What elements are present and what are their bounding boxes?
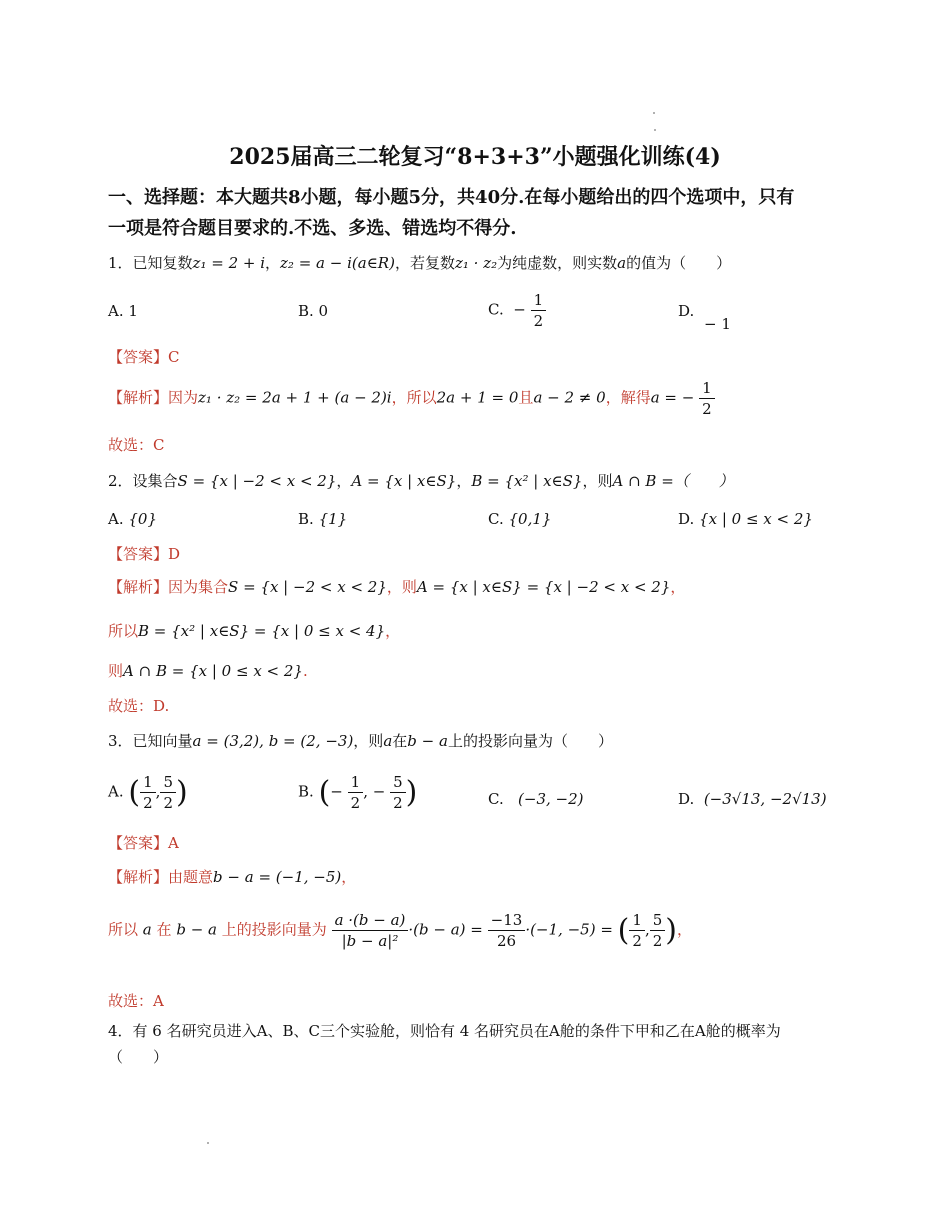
scan-dot [653,112,655,114]
q3-analysis-line1: 【解析】由题意b − a = (−1, −5)， [108,868,357,886]
q1-answer: 【答案】C [108,348,180,366]
q3-option-b: B. (− $\frac{1}{2}$ , − $\frac{5}{2}$ ) [298,773,418,812]
q2-option-a: A. {0} [108,510,158,528]
q2-answer: 【答案】D [108,545,181,563]
q3-conclusion: 故选：A [108,992,164,1010]
q2-option-d: D. {x | 0 ≤ x < 2} [678,510,813,528]
q3-option-a: A. ( $\frac{1}{2}$ , $\frac{5}{2}$ ) [108,773,188,812]
question-3-stem: 3．已知向量a = (3,2), b = (2, −3)，则a在b − a上的投影向量为（ ） [108,732,613,750]
q1-option-a: A. 1 [108,302,138,320]
scan-dot [207,1142,209,1144]
question-4-stem-line1: 4．有 6 名研究员进入A、B、C三个实验舱，则恰有 4 名研究员在A舱的条件下甲和乙在A舱的概率为 [108,1022,781,1040]
q2-conclusion: 故选：D. [108,697,170,715]
fraction: $\frac{1}{2}$ [531,290,547,331]
q2-option-b: B. {1} [298,510,348,528]
fraction: $\frac{1}{2}$ [699,378,715,419]
q2-analysis-line3: 则A ∩ B = {x | 0 ≤ x < 2}. [108,662,308,680]
q3-option-c: C. (−3, −2) [488,790,584,808]
q1-analysis: 【解析】因为z₁ · z₂ = 2a + 1 + (a − 2)i，所以2a + 1 = 0且a − 2 ≠ 0，解得a = − $\frac{1}{2}$ [108,378,715,419]
q1-option-d-value: − 1 [704,315,731,333]
section-heading-line1: 一、选择题：本大题共8小题，每小题5分，共40分.在每小题给出的四个选项中，只有 [108,187,795,208]
scan-dot [654,129,656,131]
q3-answer: 【答案】A [108,834,179,852]
q3-option-d: D. (−3√13, −2√13) [678,790,827,808]
projection-fraction: $\frac{a \cdot(b - a)}{\text{|b − a|²}}$ [332,910,409,951]
q1-option-d: D. [678,302,695,320]
q2-analysis-line1: 【解析】因为集合S = {x | −2 < x < 2}，则A = {x | x∈S} = {x | −2 < x < 2}， [108,578,686,596]
question-4-stem-line2: （ ） [108,1048,169,1066]
q1-conclusion: 故选：C [108,436,165,454]
page-title: 2025届高三二轮复习“8+3+3”小题强化训练(4) [229,144,721,170]
q3-analysis-line2: 所以 a 在 b − a 上的投影向量为 $\frac{a \cdot(b - a)}{\text{|b − a|²}}$ ·(b − a) = $\frac{-13}{26}$ ·(−1, −5) = ( $\frac{1}{2}$ , $\frac{5}{2}$ )， [108,911,692,950]
question-2-stem: 2．设集合S = {x | −2 < x < 2}，A = {x | x∈S}，B = {x² | x∈S}，则A ∩ B =（ ） [108,472,734,490]
q2-analysis-line2: 所以B = {x² | x∈S} = {x | 0 ≤ x < 4}， [108,622,401,640]
section-heading-line2: 一项是符合题目要求的.不选、多选、错选均不得分. [108,218,517,239]
q1-option-c: C. − $\frac{1}{2}$ [488,290,546,331]
q2-option-c: C. {0,1} [488,510,552,528]
question-1-stem: 1．已知复数z₁ = 2 + i，z₂ = a − i(a∈R)，若复数z₁ · z₂为纯虚数，则实数a的值为（ ） [108,254,732,272]
q1-option-b: B. 0 [298,302,329,320]
